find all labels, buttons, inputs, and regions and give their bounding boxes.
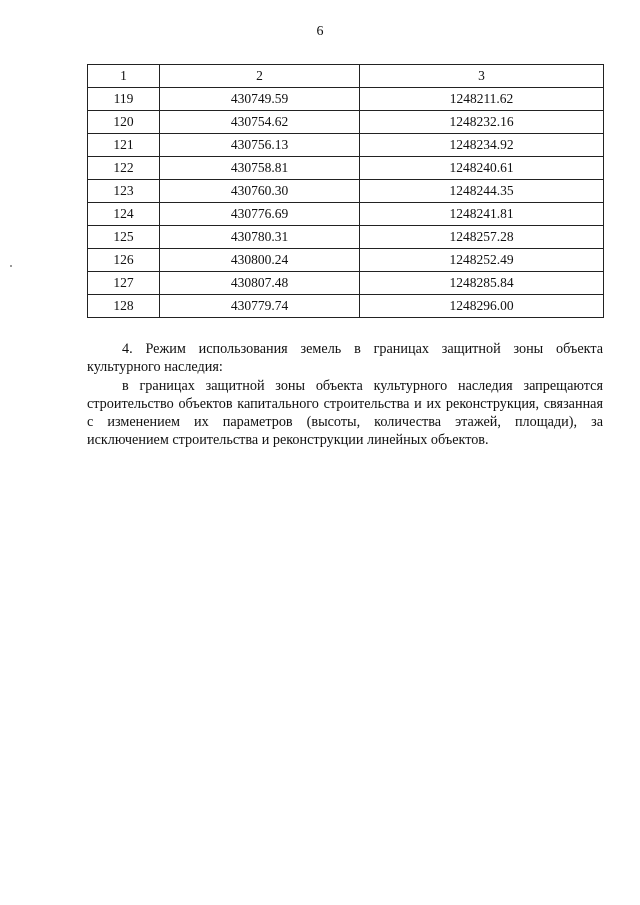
x-coordinate-cell: 430807.48 [160,272,360,295]
point-number-cell: 126 [88,249,160,272]
y-coordinate-cell: 1248241.81 [360,203,604,226]
y-coordinate-cell: 1248240.61 [360,157,604,180]
y-coordinate-cell: 1248285.84 [360,272,604,295]
y-coordinate-cell: 1248257.28 [360,226,604,249]
table-body [88,88,604,318]
scan-artifact [10,265,12,267]
table-header-row [88,65,604,88]
y-coordinate-cell: 1248234.92 [360,134,604,157]
y-coordinate-cell: 1248252.49 [360,249,604,272]
y-coordinate-cell: 1248211.62 [360,88,604,111]
coordinates-table [87,64,604,318]
table-row [88,226,604,249]
table-row [88,180,604,203]
x-coordinate-cell: 430749.59 [160,88,360,111]
x-coordinate-cell: 430754.62 [160,111,360,134]
point-number-cell: 122 [88,157,160,180]
x-coordinate-cell: 430780.31 [160,226,360,249]
column-header: 1 [88,65,160,88]
x-coordinate-cell: 430800.24 [160,249,360,272]
point-number-cell: 125 [88,226,160,249]
paragraph-regime-title: 4. Режим использования земель в границах защитной зоны объекта культурного наследия: [87,341,603,375]
column-header: 2 [160,65,360,88]
table-row [88,111,604,134]
body-text [87,340,603,449]
table-row [88,134,604,157]
table-row [88,88,604,111]
x-coordinate-cell: 430760.30 [160,180,360,203]
point-number-cell: 119 [88,88,160,111]
point-number-cell: 120 [88,111,160,134]
table-row [88,295,604,318]
paragraph-restrictions: в границах защитной зоны объекта культурного наследия запрещаются строительство объектов капитального строительства и их реконструкция, связанная с изменением их параметров (высоты, количества этажей, площади), за исключением строительства и реконструкции линейных объектов. [87,378,603,448]
column-header: 3 [360,65,604,88]
point-number-cell: 128 [88,295,160,318]
table-row [88,203,604,226]
x-coordinate-cell: 430758.81 [160,157,360,180]
table-row [88,272,604,295]
point-number-cell: 127 [88,272,160,295]
x-coordinate-cell: 430779.74 [160,295,360,318]
point-number-cell: 123 [88,180,160,203]
table-row [88,249,604,272]
x-coordinate-cell: 430756.13 [160,134,360,157]
table-row [88,157,604,180]
y-coordinate-cell: 1248244.35 [360,180,604,203]
x-coordinate-cell: 430776.69 [160,203,360,226]
y-coordinate-cell: 1248296.00 [360,295,604,318]
page-number: 6 [316,24,324,39]
point-number-cell: 124 [88,203,160,226]
y-coordinate-cell: 1248232.16 [360,111,604,134]
point-number-cell: 121 [88,134,160,157]
